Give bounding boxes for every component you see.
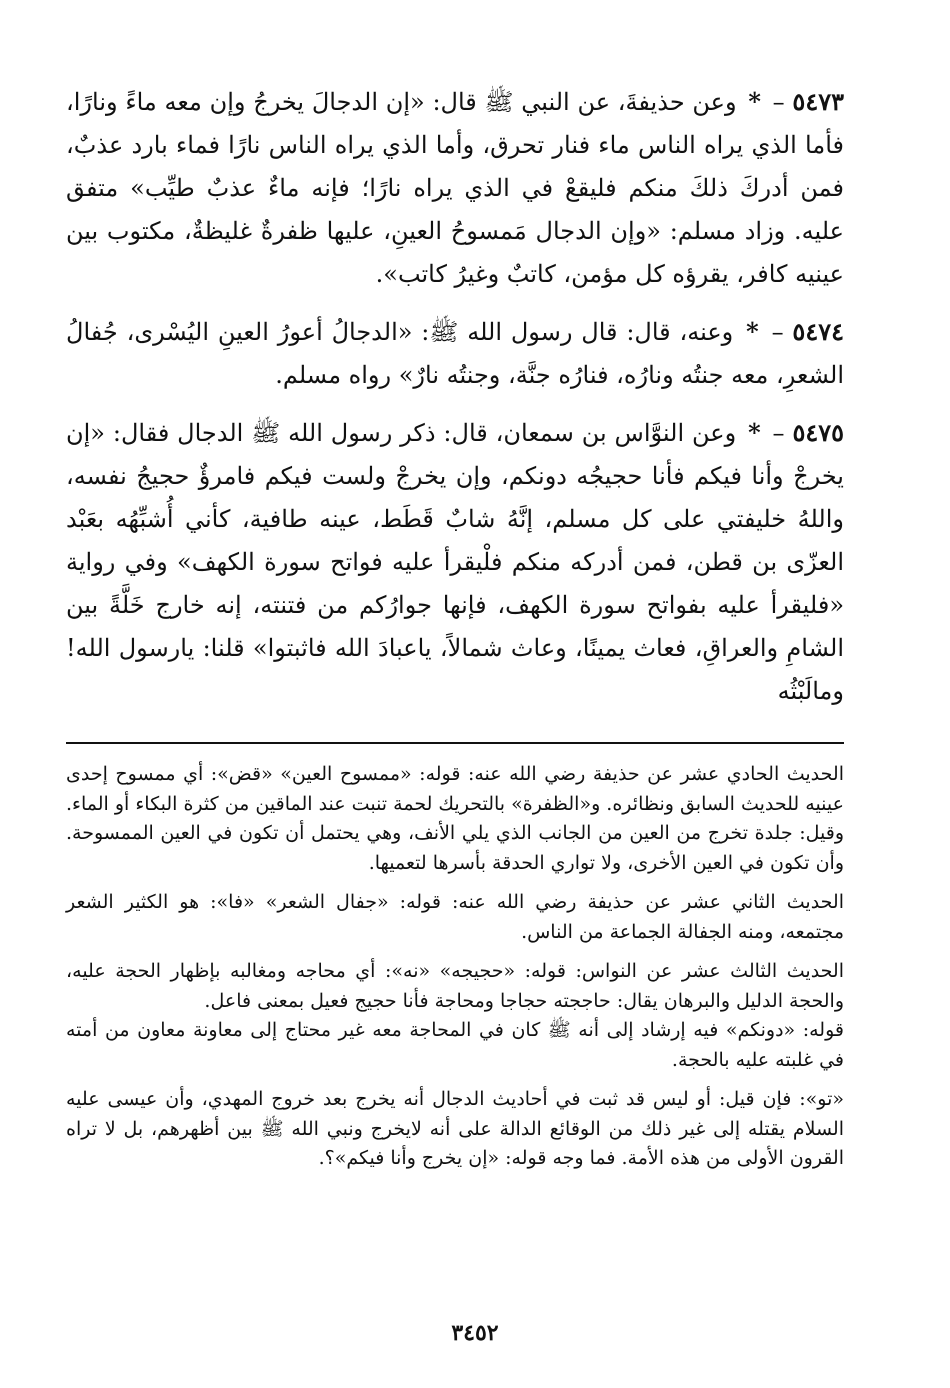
footnote-divider bbox=[66, 742, 844, 744]
commentary-paragraph: «تو»: فإن قيل: أو ليس قد ثبت في أحاديث الدجال أنه يخرج بعد خروج المهدي، وأن عيسى عليه السلام يقتله إلى غير ذلك من الوقائع الدالة على أنه لايخرج ونبي الله ﷺ بين أظهرهم، بل لا تراه القرون الأولى من هذه الأمة. فما وجه قوله: «إن يخرج وأنا فيكم»؟. bbox=[66, 1088, 844, 1169]
commentary bbox=[66, 760, 844, 1184]
commentary-paragraph: الحديث الحادي عشر عن حذيفة رضي الله عنه: قوله: «ممسوح العين» «قض»: أي ممسوح إحدى عينيه للحديث السابق ونظائره. و«الظفرة» بالتحريك لحمة تنبت عند الماقين من كثرة البكاء أو الماء. وقيل: جلدة تخرج من العين من الجانب الذي يلي الأنف، وهي يحتمل أن تكون في العين الممسوحة. وأن تكون في العين الأخرى، ولا تواري الحدقة بأسرها لتعميها. bbox=[66, 763, 844, 874]
dash: – bbox=[771, 318, 784, 346]
commentary-note-2 bbox=[66, 888, 844, 947]
commentary-paragraph: الحديث الثالث عشر عن النواس: قوله: «حجيجه» «نه»: أي محاجه ومغالبه بإظهار الحجة عليه، والحجة الدليل والبرهان يقال: حاججته حجاجا ومحاجة فأنا حجيج فعيل بمعنى فاعل. bbox=[66, 960, 844, 1012]
page-number: ٣٤٥٢ bbox=[451, 1320, 499, 1346]
main-text bbox=[66, 80, 844, 727]
hadith-5474 bbox=[66, 310, 844, 397]
hadith-text: وعنه، قال: قال رسول الله ﷺ: «الدجالُ أعورُ العينِ اليُسْرى، جُفالُ الشعرِ، معه جنتُه ونارُه، فنارُه جنَّة، وجنتُه نارٌ» رواه مسلم. bbox=[66, 318, 844, 389]
hadith-text: وعن النوَّاس بن سمعان، قال: ذكر رسول الله ﷺ الدجال فقال: «إن يخرجْ وأنا فيكم فأنا حجيجُه دونكم، وإن يخرجْ ولست فيكم فامرؤٌ حجيجُ نفسه، واللهُ خليفتي على كل مسلم، إنَّهُ شابٌ قَطَط، عينه طافية، كأني أُشبِّهُه بعَبْد العزّى بن قطن، فمن أدركه منكم فلْيقرأ عليه فواتح سورة الكهف» وفي رواية «فليقرأ عليه بفواتح سورة الكهف، فإنها جوارُكم من فتنته، إنه خارج خَلَّةً بين الشامِ والعراقِ، فعاث يمينًا، وعاث شمالاً، ياعبادَ الله فاثبتوا» قلنا: يارسول الله! ومالَبْثُه bbox=[66, 419, 844, 705]
hadith-5473 bbox=[66, 80, 844, 296]
hadith-number: ٥٤٧٤ bbox=[792, 317, 844, 346]
hadith-5475 bbox=[66, 411, 844, 713]
hadith-number: ٥٤٧٣ bbox=[792, 87, 844, 116]
commentary-note-1 bbox=[66, 760, 844, 878]
dash: – bbox=[772, 88, 785, 116]
commentary-paragraph: قوله: «دونكم» فيه إرشاد إلى أنه ﷺ كان في المحاجة معه غير محتاج إلى معاونة معاون من أمته في غلبته عليه بالحجة. bbox=[66, 1019, 844, 1071]
commentary-note-3 bbox=[66, 957, 844, 1075]
commentary-note-4 bbox=[66, 1085, 844, 1174]
hadith-text: وعن حذيفةَ، عن النبي ﷺ قال: «إن الدجالَ يخرجُ وإن معه ماءً ونارًا، فأما الذي يراه الناس ماء فنار تحرق، وأما الذي يراه الناس نارًا فماء بارد عذبٌ، فمن أدركَ ذلكَ منكم فليقعْ في الذي يراه نارًا؛ فإنه ماءٌ عذبٌ طيِّب» متفق عليه. وزاد مسلم: «وإن الدجال مَمسوحُ العينِ، عليها ظفرةٌ غليظةٌ، مكتوب بين عينيه كافر، يقرؤه كل مؤمن، كاتبٌ وغيرُ كاتب». bbox=[66, 88, 844, 288]
dash: – bbox=[772, 419, 785, 447]
hadith-number: ٥٤٧٥ bbox=[792, 418, 844, 447]
star-marker: * bbox=[748, 418, 761, 447]
star-marker: * bbox=[748, 87, 761, 116]
commentary-paragraph: الحديث الثاني عشر عن حذيفة رضي الله عنه: قوله: «جفال الشعر» «فا»: هو الكثير الشعر مجتمعه، ومنه الجفالة الجماعة من الناس. bbox=[66, 891, 844, 943]
star-marker: * bbox=[746, 317, 759, 346]
